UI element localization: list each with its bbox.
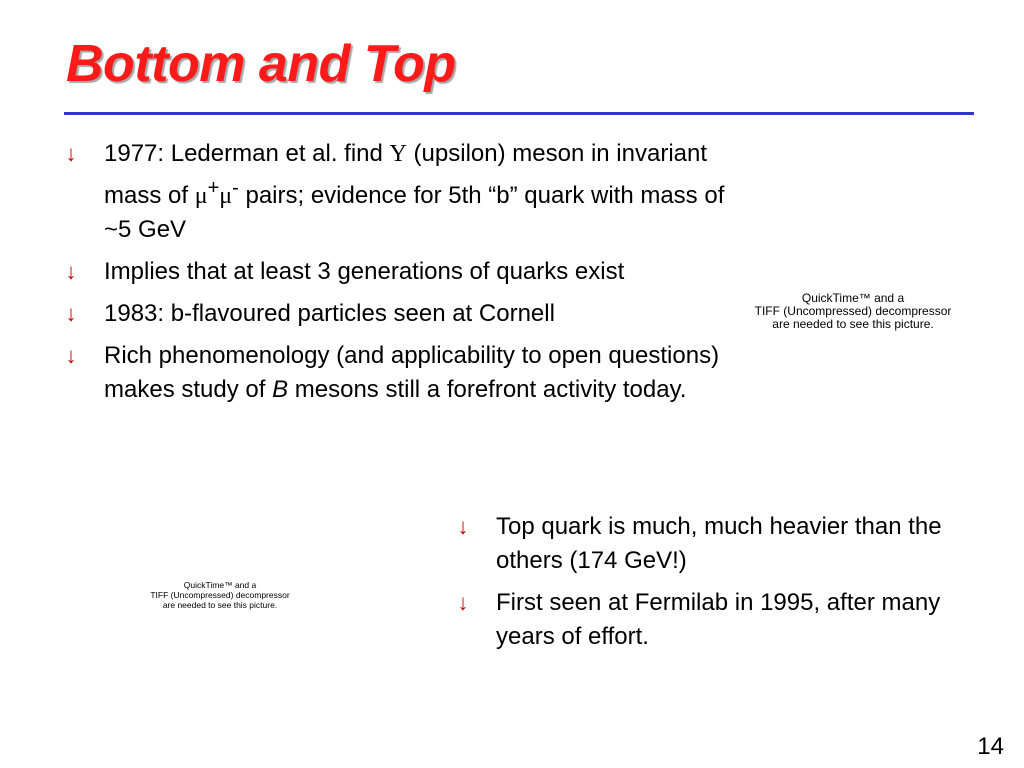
bullet-item bbox=[56, 339, 736, 407]
bullet-text: 1977: Lederman et al. find Υ (upsilon) meson in invariant mass of μ+μ- pairs; evidence for 5th “b” quark with mass of ~5 GeV bbox=[104, 140, 725, 243]
bullet-item bbox=[56, 297, 736, 331]
down-arrow-icon: ↓ bbox=[65, 301, 77, 326]
title-underline-rule bbox=[64, 112, 974, 115]
main-bullet-list bbox=[56, 137, 736, 415]
bullet-item bbox=[448, 586, 968, 654]
bullet-text: First seen at Fermilab in 1995, after many years of effort. bbox=[496, 589, 941, 650]
down-arrow-icon: ↓ bbox=[65, 343, 77, 368]
down-arrow-icon: ↓ bbox=[457, 514, 469, 539]
down-arrow-icon: ↓ bbox=[65, 259, 77, 284]
b-italic: B bbox=[272, 376, 289, 403]
bullet-text: Implies that at least 3 generations of quarks exist bbox=[104, 258, 625, 285]
image-placeholder: QuickTime™ and a TIFF (Uncompressed) decompressor are needed to see this picture. bbox=[150, 580, 290, 610]
bullet-text: 1983: b-flavoured particles seen at Cornell bbox=[104, 300, 555, 327]
bullet-text: Top quark is much, much heavier than the others (174 GeV!) bbox=[496, 513, 942, 574]
slide-title: Bottom and Top bbox=[66, 35, 456, 93]
mu-symbol: μ bbox=[219, 183, 233, 209]
mu-symbol: μ bbox=[194, 183, 208, 209]
down-arrow-icon: ↓ bbox=[457, 590, 469, 615]
bullet-item bbox=[56, 137, 736, 247]
bullet-text: Rich phenomenology (and applicability to open questions) makes study of B mesons still a forefront activity today. bbox=[104, 342, 720, 403]
bullet-item bbox=[448, 510, 968, 578]
bullet-item bbox=[56, 255, 736, 289]
down-arrow-icon: ↓ bbox=[65, 141, 77, 166]
image-placeholder: QuickTime™ and a TIFF (Uncompressed) decompressor are needed to see this picture. bbox=[754, 291, 952, 331]
top-quark-bullet-list bbox=[448, 510, 968, 662]
upsilon-symbol: Υ bbox=[389, 141, 407, 167]
page-number: 14 bbox=[977, 733, 1004, 760]
